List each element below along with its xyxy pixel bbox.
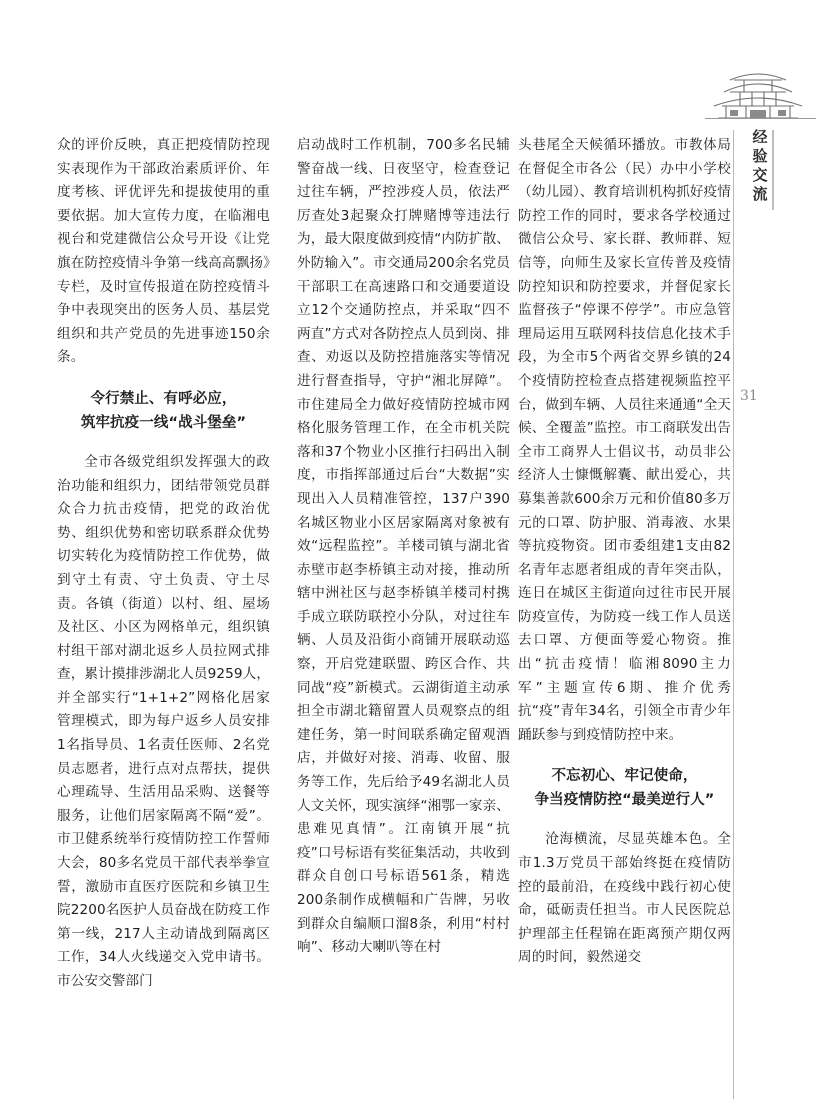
section-heading-line: 争当疫情防控“最美逆行人”: [534, 792, 715, 809]
section-heading-line: 不忘初心、牢记使命，: [551, 768, 698, 785]
section-heading-line: 令行禁止、有呼必应，: [90, 390, 237, 407]
paragraph: 全市各级党组织发挥强大的政治功能和组织力，团结带领党员群众合力抗击疫情，把党的政治优势、组织优势和密切联系群众优势切实转化为疫情防控工作优势，做到守土有责、守土负责、守土尽责。各镇（街道）以村、组、屋场及社区、小区为网格单元，组织镇村组干部对湖北返乡人员拉网式排查，累计摸排涉湖北人员9259人，并全部实行“1+1+2”网格化居家管理模式，即为每户返乡人员安排1名指导员、1名责任医师、2名党员志愿者，进行点对点帮扶，提供心理疏导、生活用品采购、送餐等服务，让他们居家隔离不隔“爱”。市卫健系统举行疫情防控工作誓师大会，80多名党员干部代表举拳宣誓，激励市直医疗医院和乡镇卫生院2200名医护人员奋战在防疫工作第一线，217人主动请战到隔离区工作，34人火线递交入党申请书。市公安交警部门: [57, 453, 271, 989]
section-heading-line: 筑牢抗疫一线“战斗堡垒”: [80, 414, 247, 431]
paragraph: 启动战时工作机制，700多名民辅警奋战一线、日夜坚守，检查登记过往车辆，严控涉疫人员，依法严厉查处3起聚众打牌赌博等违法行为，最大限度做到疫情“内防扩散、外防输入”。市交通局200余名党员干部职工在高速路口和交通要道设立12个交通防控点，并采取“四不两直”方式对各防控点人员到岗、排查、劝返以及防控措施落实等情况进行督查指导，守护“湘北屏障”。市住建局全力做好疫情防控城市网格化服务管理工作，在全市机关院落和37个物业小区推行扫码出入制度，市指挥部通过后台“大数据”实现出入人员精准管控，137户390名城区物业小区居家隔离对象被有效“远程监控”。羊楼司镇与湖北省赤壁市赵李桥镇主动对接，推动所辖中洲社区与赵李桥镇羊楼司村携手成立联防联控小分队，对过往车辆、人员及沿街小商铺开展联动巡察，开启党建联盟、跨区合作、共同战“疫”新模式。云湖街道主动承担全市湖北籍留置人员观察点的组建任务，第一时间联系确定留观酒店，并做好对接、消毒、收留、服务等工作，先后给予49名湖北人员人文关怀，现实演绎“湘鄂一家亲、患难见真情”。江南镇开展“抗疫”口号标语有奖征集活动，共收到群众自创口号标语561条，精选200条制作成横幅和广告牌，另收到群众自编顺口溜8条，利用“村村响”、移动大喇叭等在村: [297, 137, 510, 956]
paragraph: 沧海横流，尽显英雄本色。全市1.3万党员干部始终挺在疫情防控的最前沿，在疫线中践行初心使命，砥砺责任担当。市人民医院总护理部主任程锦在距离预产期仅两周的时间，毅然递交: [518, 831, 731, 966]
paragraph: 头巷尾全天候循环播放。市教体局在督促全市各公（民）办中小学校（幼儿园）、教育培训机构抓好疫情防控工作的同时，要求各学校通过微信公众号、家长群、教师群、短信等，向师生及家长宣传普及疫情防控知识和防控要求，并督促家长监督孩子“停课不停学”。市应急管理局运用互联网科技信息化技术手段，为全市5个两省交界乡镇的24个疫情防控检查点搭建视频监控平台，做到车辆、人员往来通通“全天候、全覆盖”监控。市工商联发出告全市工商界人士倡议书，动员非公经济人士慷慨解囊、献出爱心，共募集善款600余万元和价值80多万元的口罩、防护服、消毒液、水果等抗疫物资。团市委组建1支由82名青年志愿者组成的青年突击队，连日在城区主街道向过往市民开展防疫宣传，为防疫一线工作人员送去口罩、方便面等爱心物资。推出“抗击疫情！临湘8090主力军”主题宣传6期、推介优秀抗“疫”青年34名，引领全市青少年踊跃参与到疫情防控中来。: [518, 137, 731, 743]
section-label-char: 验: [752, 147, 768, 165]
section-label-char: 交: [752, 166, 768, 184]
section-label: [748, 128, 772, 204]
header-rule: [705, 118, 816, 119]
text-column-2: [297, 134, 510, 960]
section-label-bar: [772, 130, 774, 210]
section-label-char: 经: [752, 128, 768, 146]
section-heading: [57, 387, 270, 435]
margin-divider: [733, 130, 734, 1099]
section-label-char: 流: [752, 185, 768, 203]
paragraph: 众的评价反映，真正把疫情防控现实表现作为干部政治素质评价、年度考核、评优评先和提拔使用的重要依据。加大宣传力度，在临湘电视台和党建微信公众号开设《让党旗在防控疫情斗争第一线高高飘扬》专栏，及时宣传报道在防控疫情斗争中表现突出的医务人员、基层党组织和共产党员的先进事迹150余条。: [57, 137, 270, 366]
text-column-3: [518, 134, 731, 970]
page-number: 31: [740, 388, 758, 404]
pagoda-illustration: [700, 66, 816, 120]
section-heading: [518, 764, 731, 812]
text-column-1: [57, 134, 270, 994]
